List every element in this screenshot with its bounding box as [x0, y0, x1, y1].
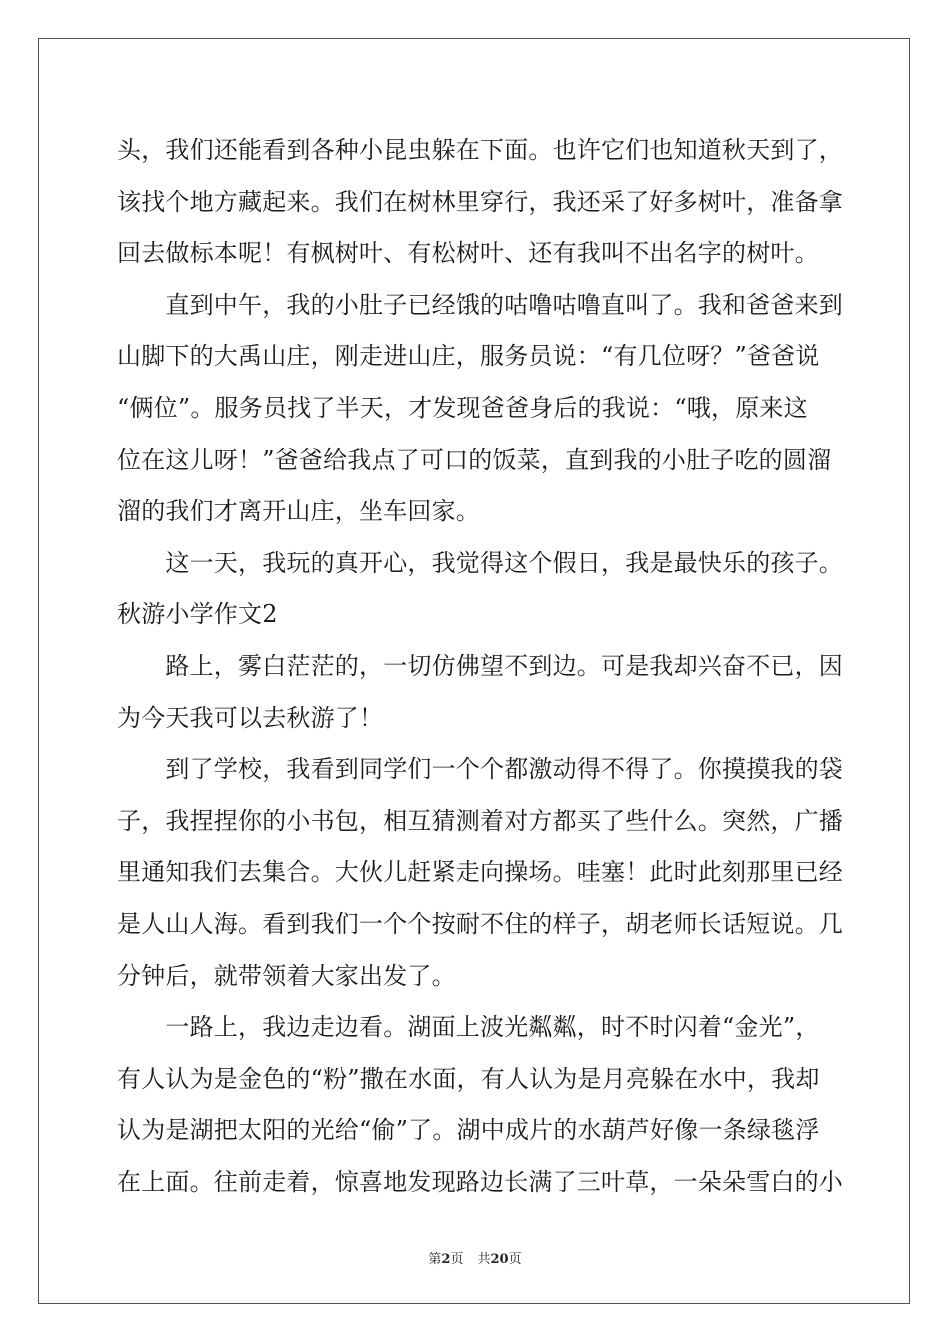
document-body	[117, 125, 843, 1208]
text-line: 头，我们还能看到各种小昆虫躲在下面。也许它们也知道秋天到了，	[117, 136, 843, 164]
text-line: 里通知我们去集合。大伙儿赶紧走向操场。哇塞！此时此刻那里已经	[117, 858, 843, 887]
text-line: 到了学校，我看到同学们一个个都激动得不得了。你摸摸我的袋	[117, 755, 843, 784]
page-number: 第2页	[428, 1252, 464, 1267]
text-line: 在上面。往前走着，惊喜地发现路边长满了三叶草，一朵朵雪白的小	[117, 1167, 843, 1196]
text-line: 路上，雾白茫茫的，一切仿佛望不到边。可是我却兴奋不已，因	[117, 651, 843, 680]
text-line: 山脚下的大禹山庄，刚走进山庄，服务员说：“有几位呀？”爸爸说	[117, 342, 820, 371]
text-line: 回去做标本呢！有枫树叶、有松树叶、还有我叫不出名字的树叶。	[117, 239, 819, 268]
text-line: 分钟后，就带领着大家出发了。	[117, 961, 456, 990]
text-line: 该找个地方藏起来。我们在树林里穿行，我还采了好多树叶，准备拿	[117, 187, 843, 216]
page-footer	[0, 1248, 950, 1267]
text-line: 有人认为是金色的“粉”撒在水面，有人认为是月亮躲在水中，我却	[117, 1064, 820, 1093]
text-line: 这一天，我玩的真开心，我觉得这个假日，我是最快乐的孩子。	[117, 548, 843, 577]
text-line: 认为是湖把太阳的光给“偷”了。湖中成片的水葫芦好像一条绿毯浮	[117, 1116, 820, 1145]
text-line: 子，我捏捏你的小书包，相互猜测着对方都买了些什么。突然，广播	[117, 806, 843, 835]
text-line: 位在这儿呀！”爸爸给我点了可口的饭菜，直到我的小肚子吃的圆溜	[117, 445, 832, 474]
text-line: 为今天我可以去秋游了！	[117, 703, 384, 732]
page-total: 共20页	[477, 1252, 522, 1267]
text-line: 溜的我们才离开山庄，坐车回家。	[117, 497, 480, 526]
text-line: 是人山人海。看到我们一个个按耐不住的样子，胡老师长话短说。几	[117, 909, 843, 938]
text-line: “俩位”。服务员找了半天，才发现爸爸身后的我说：“哦，原来这	[117, 393, 808, 422]
text-line: 一路上，我边走边看。湖面上波光粼粼，时不时闪着“金光”，	[117, 1013, 820, 1042]
text-line: 直到中午，我的小肚子已经饿的咕噜咕噜直叫了。我和爸爸来到	[117, 290, 843, 319]
section-heading: 秋游小学作文2	[117, 600, 278, 629]
